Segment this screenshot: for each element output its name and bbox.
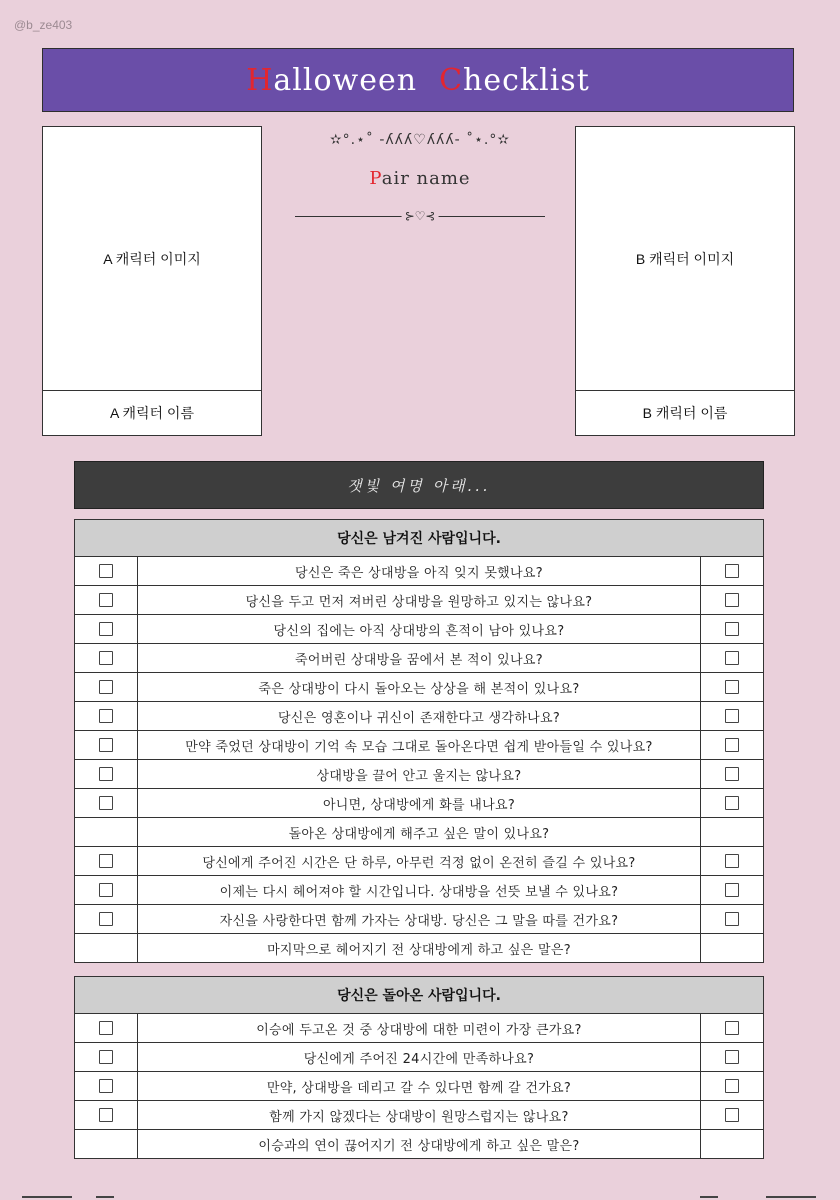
checklist-row (75, 731, 764, 760)
left-checkbox[interactable] (99, 1050, 113, 1064)
left-checkbox-cell (75, 644, 138, 673)
right-checkbox-cell (700, 1014, 763, 1043)
right-checkbox-cell (700, 557, 763, 586)
right-checkbox[interactable] (725, 564, 739, 578)
right-checkbox[interactable] (725, 680, 739, 694)
left-checkbox[interactable] (99, 1108, 113, 1122)
question-text: 이승과의 연이 끊어지기 전 상대방에게 하고 싶은 말은? (138, 1130, 701, 1159)
title-c-letter: C (439, 62, 464, 98)
right-checkbox[interactable] (725, 651, 739, 665)
character-b-image-label: B 캐릭터 이미지 (635, 250, 735, 267)
question-text: 마지막으로 헤어지기 전 상대방에게 하고 싶은 말은? (138, 934, 701, 963)
left-checkbox-cell (75, 789, 138, 818)
checklist-row (75, 905, 764, 934)
left-checkbox[interactable] (99, 883, 113, 897)
section-heading: 당신은 돌아온 사람입니다. (75, 977, 764, 1014)
title-word1: alloween (273, 62, 418, 98)
left-checkbox-cell (75, 1014, 138, 1043)
character-a-image-placeholder (43, 127, 261, 391)
left-checkbox[interactable] (99, 564, 113, 578)
question-text: 아니면, 상대방에게 화를 내나요? (138, 789, 701, 818)
checklist-section-left-behind (74, 519, 764, 963)
character-b-card (575, 126, 795, 436)
checklist-row (75, 847, 764, 876)
checklist-row (75, 1043, 764, 1072)
question-text: 당신은 죽은 상대방을 아직 잊지 못했나요? (138, 557, 701, 586)
pair-name-label (280, 168, 560, 189)
left-checkbox-cell (75, 1072, 138, 1101)
checklist-row (75, 1072, 764, 1101)
left-checkbox[interactable] (99, 854, 113, 868)
question-text: 만약 죽었던 상대방이 기억 속 모습 그대로 돌아온다면 쉽게 받아들일 수 있나요? (138, 731, 701, 760)
right-checkbox-cell (700, 615, 763, 644)
question-text: 당신에게 주어진 시간은 단 하루, 아무런 걱정 없이 온전히 즐길 수 있나요? (138, 847, 701, 876)
left-checkbox[interactable] (99, 1021, 113, 1035)
checklist-row (75, 1014, 764, 1043)
right-checkbox[interactable] (725, 1079, 739, 1093)
right-checkbox[interactable] (725, 767, 739, 781)
section-heading: 당신은 남겨진 사람입니다. (75, 520, 764, 557)
left-checkbox-cell (75, 1101, 138, 1130)
right-checkbox-cell (700, 818, 763, 847)
ornamental-divider (295, 209, 545, 223)
right-checkbox-cell (700, 789, 763, 818)
left-checkbox[interactable] (99, 738, 113, 752)
title-banner (42, 48, 794, 112)
left-checkbox-cell (75, 615, 138, 644)
left-checkbox-cell (75, 1043, 138, 1072)
left-checkbox[interactable] (99, 593, 113, 607)
checklist-row (75, 644, 764, 673)
right-checkbox-cell (700, 760, 763, 789)
question-text: 이승에 두고온 것 중 상대방에 대한 미련이 가장 큰가요? (138, 1014, 701, 1043)
right-checkbox[interactable] (725, 854, 739, 868)
checklist-row (75, 818, 764, 847)
left-checkbox[interactable] (99, 767, 113, 781)
left-checkbox-cell (75, 1130, 138, 1159)
right-checkbox[interactable] (725, 1108, 739, 1122)
right-checkbox[interactable] (725, 593, 739, 607)
question-text: 죽어버린 상대방을 꿈에서 본 적이 있나요? (138, 644, 701, 673)
left-checkbox-cell (75, 557, 138, 586)
checklist-row (75, 1101, 764, 1130)
right-checkbox-cell (700, 876, 763, 905)
right-checkbox-cell (700, 1101, 763, 1130)
left-checkbox-cell (75, 847, 138, 876)
left-checkbox-cell (75, 731, 138, 760)
title-word2: hecklist (463, 62, 590, 98)
checklist-row (75, 1130, 764, 1159)
right-checkbox-cell (700, 1130, 763, 1159)
question-text: 죽은 상대방이 다시 돌아오는 상상을 해 본적이 있나요? (138, 673, 701, 702)
checklist-row (75, 586, 764, 615)
right-checkbox-cell (700, 1072, 763, 1101)
right-checkbox-cell (700, 731, 763, 760)
left-checkbox[interactable] (99, 796, 113, 810)
right-checkbox-cell (700, 673, 763, 702)
question-text: 상대방을 끌어 안고 울지는 않나요? (138, 760, 701, 789)
left-checkbox[interactable] (99, 1079, 113, 1093)
right-checkbox[interactable] (725, 709, 739, 723)
checklist-row (75, 557, 764, 586)
left-checkbox[interactable] (99, 680, 113, 694)
left-checkbox[interactable] (99, 622, 113, 636)
checklist-section-returned (74, 976, 764, 1159)
checklist-row (75, 673, 764, 702)
checklist-row (75, 789, 764, 818)
question-text: 당신에게 주어진 24시간에 만족하나요? (138, 1043, 701, 1072)
left-checkbox-cell (75, 760, 138, 789)
decorative-ornament: ✫°.⋆˚ -ʎʎʎ♡ʎʎʎ- ˚⋆.°✫ (329, 132, 511, 148)
right-checkbox-cell (700, 905, 763, 934)
question-text: 당신을 두고 먼저 져버린 상대방을 원망하고 있지는 않나요? (138, 586, 701, 615)
checklist-row (75, 702, 764, 731)
character-b-image-placeholder (576, 127, 794, 391)
right-checkbox[interactable] (725, 1021, 739, 1035)
left-checkbox[interactable] (99, 912, 113, 926)
page-bottom-edge (0, 1192, 840, 1200)
character-a-card (42, 126, 262, 436)
question-text: 이제는 다시 헤어져야 할 시간입니다. 상대방을 선뜻 보낼 수 있나요? (138, 876, 701, 905)
left-checkbox[interactable] (99, 651, 113, 665)
right-checkbox-cell (700, 934, 763, 963)
pair-name-block (280, 126, 560, 223)
character-b-name-label: B 캐릭터 이름 (642, 405, 728, 421)
pair-name-rest: air name (381, 168, 471, 189)
right-checkbox-cell (700, 1043, 763, 1072)
question-text: 만약, 상대방을 데리고 갈 수 있다면 함께 갈 건가요? (138, 1072, 701, 1101)
left-checkbox-cell (75, 586, 138, 615)
checklist-row (75, 760, 764, 789)
checklist-row (75, 876, 764, 905)
left-checkbox[interactable] (99, 709, 113, 723)
right-checkbox[interactable] (725, 738, 739, 752)
title-h-letter: H (246, 62, 274, 98)
left-checkbox-cell (75, 876, 138, 905)
character-a-name-field (43, 391, 261, 435)
question-text: 함께 가지 않겠다는 상대방이 원망스럽지는 않나요? (138, 1101, 701, 1130)
left-checkbox-cell (75, 934, 138, 963)
pair-name-first-letter: P (369, 168, 382, 189)
left-checkbox-cell (75, 905, 138, 934)
right-checkbox-cell (700, 586, 763, 615)
question-text: 자신을 사랑한다면 함께 가자는 상대방. 당신은 그 말을 따를 건가요? (138, 905, 701, 934)
right-checkbox[interactable] (725, 883, 739, 897)
right-checkbox-cell (700, 702, 763, 731)
right-checkbox-cell (700, 847, 763, 876)
checklist-row (75, 934, 764, 963)
right-checkbox-cell (700, 644, 763, 673)
left-checkbox-cell (75, 673, 138, 702)
left-checkbox-cell (75, 818, 138, 847)
question-text: 당신은 영혼이나 귀신이 존재한다고 생각하나요? (138, 702, 701, 731)
right-checkbox[interactable] (725, 1050, 739, 1064)
checklist-row (75, 615, 764, 644)
subtitle-banner: 잿빛 여명 아래... (74, 461, 764, 509)
character-a-name-label: A 캐릭터 이름 (110, 405, 194, 421)
watermark: @b_ze403 (14, 18, 73, 32)
question-text: 돌아온 상대방에게 해주고 싶은 말이 있나요? (138, 818, 701, 847)
right-checkbox[interactable] (725, 912, 739, 926)
right-checkbox[interactable] (725, 622, 739, 636)
left-checkbox-cell (75, 702, 138, 731)
heart-knot-icon: ⊱♡⊰ (402, 209, 439, 223)
right-checkbox[interactable] (725, 796, 739, 810)
character-a-image-label: A 캐릭터 이미지 (103, 250, 201, 267)
question-text: 당신의 집에는 아직 상대방의 흔적이 남아 있나요? (138, 615, 701, 644)
character-b-name-field (576, 391, 794, 435)
